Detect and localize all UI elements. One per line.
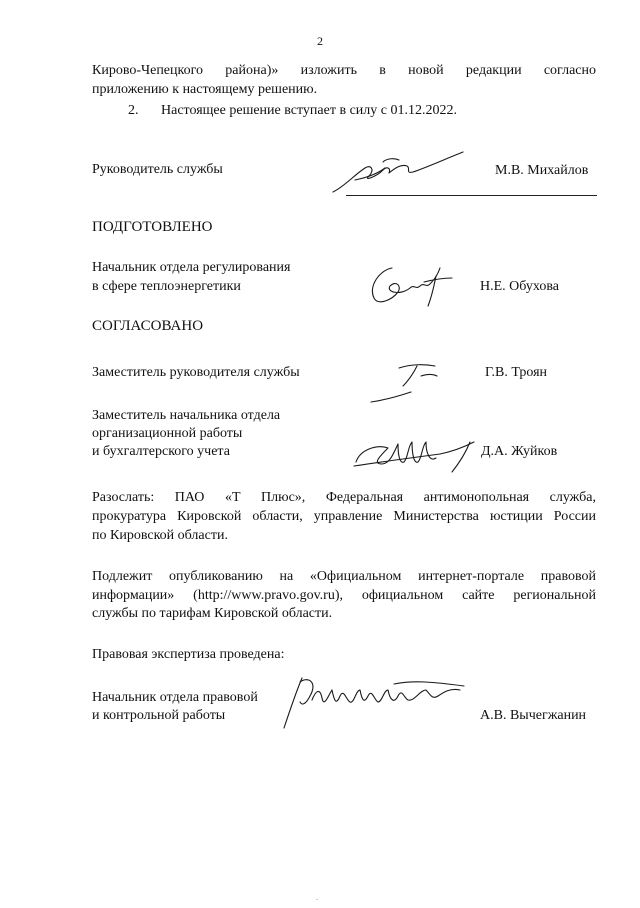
prepared-name: Н.Е. Обухова <box>480 279 559 294</box>
legal-signature <box>274 672 474 734</box>
intro-line-2: приложению к настоящему решению. <box>92 82 318 97</box>
deputy-position: Заместитель руководителя службы <box>92 365 300 380</box>
deputy-dept-name: Д.А. Жуйков <box>481 444 558 459</box>
head-title: Руководитель службы <box>92 162 223 177</box>
prepared-heading: ПОДГОТОВЛЕНО <box>92 219 213 235</box>
publication-line-1: Подлежит опубликованию на «Официальном интернет-портале правовой <box>92 569 596 584</box>
distribution-line-3: по Кировской области. <box>92 528 228 543</box>
distribution-line-1: Разослать: ПАО «Т Плюс», Федеральная антимонопольная служба, <box>92 490 596 505</box>
prepared-position-line-2: в сфере теплоэнергетики <box>92 279 241 294</box>
legal-position-line-1: Начальник отдела правовой <box>92 690 258 705</box>
legal-review-statement: Правовая экспертиза проведена: <box>92 647 285 662</box>
deputy-dept-signature <box>350 432 480 476</box>
legal-name: А.В. Вычегжанин <box>480 708 587 723</box>
deputy-signature <box>365 356 465 406</box>
page-footer-mark: . <box>316 893 318 902</box>
agreed-heading: СОГЛАСОВАНО <box>92 318 204 334</box>
deputy-dept-position-line-1: Заместитель начальника отдела <box>92 408 281 423</box>
publication-line-2: информации» (http://www.pravo.gov.ru), официальном сайте региональной <box>92 588 596 603</box>
publication-line-3: службы по тарифам Кировской области. <box>92 606 333 621</box>
intro-line-1: Кирово-Чепецкого района)» изложить в новой редакции согласно <box>92 63 596 78</box>
deputy-dept-position-line-2: организационной работы <box>92 426 243 441</box>
prepared-position-line-1: Начальник отдела регулирования <box>92 260 291 275</box>
item-2-text: Настоящее решение вступает в силу с 01.12.2022. <box>161 103 457 118</box>
distribution-line-2: прокуратура Кировской области, управление Министерства юстиции России <box>92 509 596 524</box>
legal-position-line-2: и контрольной работы <box>92 708 226 723</box>
prepared-signature <box>362 256 462 308</box>
deputy-dept-position-line-3: и бухгалтерского учета <box>92 444 230 459</box>
head-signature-line <box>346 195 597 196</box>
head-signature <box>325 146 470 198</box>
head-name: М.В. Михайлов <box>495 163 589 178</box>
page-number: 2 <box>317 34 323 48</box>
item-2-number: 2. <box>128 103 139 118</box>
deputy-name: Г.В. Троян <box>485 365 548 380</box>
